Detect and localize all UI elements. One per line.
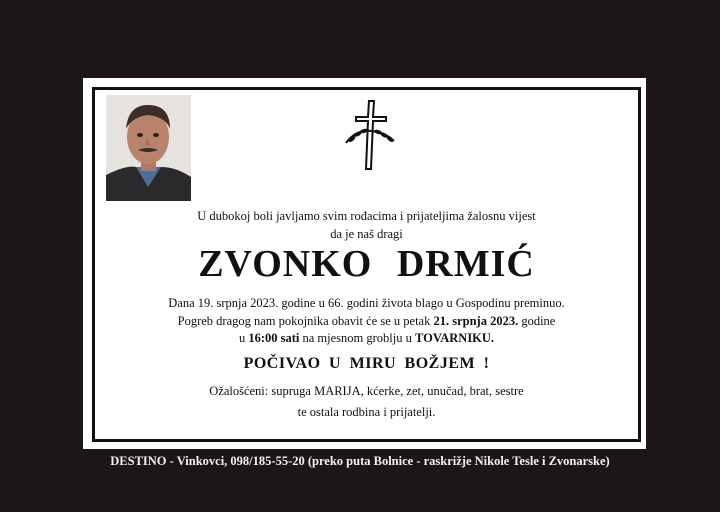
mourners-line-1: Ožalošćeni: supruga MARIJA, kćerke, zet, unučad, brat, sestre <box>209 384 524 398</box>
obituary-card <box>83 78 646 449</box>
funeral-line-start: Pogreb dragog nam pokojnika obavit će se u petak <box>177 313 434 328</box>
death-date-line: Dana 19. srpnja 2023. godine u 66. godini života blago u Gospodinu preminuo. <box>168 296 565 310</box>
portrait-photo <box>106 95 191 201</box>
notice-body <box>95 295 638 348</box>
deceased-name: ZVONKO DRMIĆ <box>198 243 535 285</box>
funeral-time: 16:00 sati <box>248 331 300 345</box>
funeral-time-start: u <box>238 331 249 345</box>
obituary-frame <box>92 87 641 442</box>
funeral-place: TOVARNIKU. <box>414 331 495 345</box>
funeral-home-footer: DESTINO - Vinkovci, 098/185-55-20 (preko puta Bolnice - raskrižje Nikole Tesle i Zvonarske) <box>110 454 610 468</box>
rest-in-peace: POČIVAO U MIRU BOŽJEM ! <box>243 355 490 372</box>
mourners-line-2: te ostala rodbina i prijatelji. <box>297 405 436 419</box>
cross-icon <box>342 99 398 171</box>
funeral-time-line <box>95 330 638 348</box>
funeral-date: 21. srpnja 2023. <box>433 313 519 328</box>
intro-text <box>95 207 638 243</box>
funeral-time-mid: na mjesnom groblju u <box>299 331 415 345</box>
intro-line-1: U dubokoj boli javljamo svim rođacima i prijateljima žalosnu vijest <box>197 209 536 223</box>
intro-line-2: da je naš dragi <box>330 227 403 241</box>
mourners <box>95 381 638 423</box>
funeral-line-end: godine <box>518 313 556 328</box>
funeral-line <box>95 313 638 331</box>
